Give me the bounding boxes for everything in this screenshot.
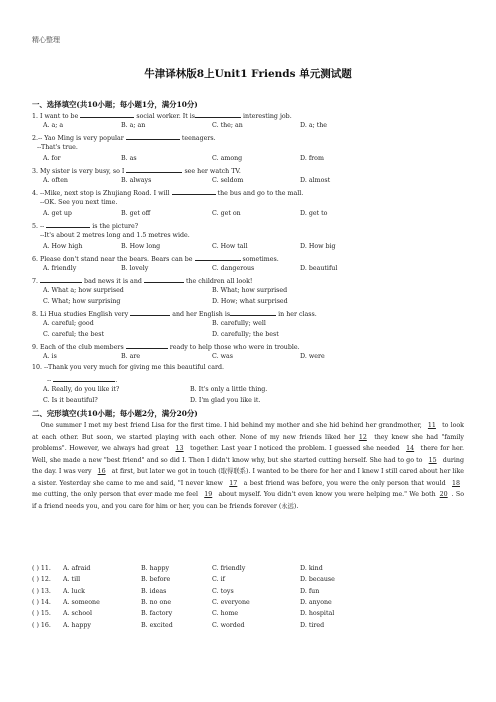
option: A. careful; good bbox=[43, 320, 94, 327]
passage-text: One summer I met my best friend Lisa for the first time. I hid behind my mother and she hid behind her grandmother, bbox=[40, 422, 424, 429]
option: A. a; a bbox=[43, 122, 64, 129]
passage-text: . So if a friend needs you, and you care for him or her, you can be friends forever (永远). bbox=[32, 491, 464, 510]
option: D. beautiful bbox=[300, 265, 338, 272]
question-response: --OK. See you next time. bbox=[40, 199, 118, 206]
option: C. friendly bbox=[212, 565, 246, 572]
cloze-question-number: ( ) 13. bbox=[32, 587, 51, 595]
option: B. before bbox=[141, 576, 171, 584]
page-header: 精心整理 bbox=[32, 36, 60, 44]
option: B. happy bbox=[141, 565, 170, 572]
option: A. How high bbox=[43, 243, 83, 250]
option: D. get to bbox=[300, 210, 328, 217]
option: A. friendly bbox=[43, 265, 77, 272]
passage-text: together. Last year I noticed the problem. I guessed she needed bbox=[187, 445, 403, 452]
cloze-question-number: ( ) 12. bbox=[32, 576, 51, 584]
cloze-blank-12: 12 bbox=[358, 433, 367, 441]
option: B. a; an bbox=[121, 122, 146, 129]
option: A. often bbox=[43, 177, 68, 184]
question-stem: 9. Each of the club members ready to help those who were in trouble. bbox=[32, 344, 300, 351]
question-stem: 4. --Mike, next stop is Zhujiang Road. I will the bus and go to the mall. bbox=[32, 190, 304, 197]
option: C. careful; the best bbox=[43, 331, 104, 338]
cloze-blank-16: 16 bbox=[97, 468, 106, 475]
option: D. I'm glad you like it. bbox=[190, 397, 261, 404]
cloze-question-number: ( ) 16. bbox=[32, 621, 51, 629]
passage-text: they knew she had "family problems". However, we always had great bbox=[32, 433, 464, 452]
option: C. get on bbox=[212, 210, 241, 217]
option: A. someone bbox=[63, 598, 100, 606]
cloze-blank-19: 19 bbox=[204, 491, 213, 498]
passage-text: to look at each other. But soon, we started playing with each other. None of my new friends liked her bbox=[32, 422, 464, 441]
option: A. get up bbox=[43, 210, 72, 217]
cloze-blank-17: 17 bbox=[229, 479, 238, 487]
option: C. dangerous bbox=[212, 265, 255, 272]
cloze-question-number: ( ) 11. bbox=[32, 565, 51, 572]
cloze-blank-14: 14 bbox=[406, 445, 415, 452]
option: C. home bbox=[212, 610, 239, 618]
option: B. ideas bbox=[141, 587, 167, 595]
cloze-blank-13: 13 bbox=[175, 445, 184, 452]
question-stem: 2.-- Yao Ming is very popular teenagers. bbox=[32, 135, 216, 142]
option: B. excited bbox=[141, 621, 173, 629]
option: A. till bbox=[63, 576, 81, 584]
cloze-blank-15: 15 bbox=[428, 456, 437, 464]
option: C. if bbox=[212, 576, 225, 584]
question-stem: 10. --Thank you very much for giving me this beautiful card. bbox=[32, 364, 225, 371]
question-stem: 7. bad news it is and the children all look! bbox=[32, 278, 253, 285]
question-response: -- . bbox=[47, 377, 118, 384]
passage-text: me cutting, the only person that ever made me feel bbox=[32, 491, 201, 498]
option: B. It's only a little thing. bbox=[190, 386, 268, 393]
option: D. How big bbox=[300, 243, 336, 250]
option: C. What; how surprising bbox=[43, 298, 121, 305]
question-stem: 1. I want to be social worker. It is interesting job. bbox=[32, 113, 292, 120]
option: D. fun bbox=[300, 587, 320, 595]
option: A. school bbox=[63, 610, 92, 618]
question-response: --It's about 2 metres long and 1.5 metres wide. bbox=[40, 232, 190, 239]
option: D. How; what surprised bbox=[212, 298, 288, 305]
option: A. afraid bbox=[63, 565, 91, 572]
option: A. for bbox=[43, 155, 61, 162]
option: C. How tall bbox=[212, 243, 248, 250]
option: C. among bbox=[212, 155, 243, 162]
cloze-question-number: ( ) 14. bbox=[32, 598, 51, 606]
passage-text: during the day. I was very bbox=[32, 456, 464, 475]
option: B. as bbox=[121, 155, 137, 162]
option: D. because bbox=[300, 576, 335, 584]
option: A. luck bbox=[63, 587, 85, 595]
question-stem: 5. -- is the picture? bbox=[32, 223, 139, 230]
question-stem: 6. Please don't stand near the bears. Bears can be sometimes. bbox=[32, 256, 279, 263]
option: D. kind bbox=[300, 565, 323, 572]
option: B. carefully; well bbox=[212, 320, 266, 327]
option: B. get off bbox=[121, 210, 151, 217]
option: D. carefully; the best bbox=[212, 331, 279, 338]
cloze-question-number: ( ) 15. bbox=[32, 610, 51, 618]
option: B. lovely bbox=[121, 265, 149, 272]
option: A. Really, do you like it? bbox=[43, 386, 120, 393]
passage-text: at first, but later we got in touch (取得联系). I wanted to be there for her and I knew I still cared about her like a sister. Yesterday she came to me and said, "I never knew bbox=[32, 468, 464, 487]
question-stem: 3. My sister is very busy, so I see her watch TV. bbox=[32, 168, 241, 175]
section-heading-cloze: 二、完形填空(共10小题；每小题2分，满分20分) bbox=[32, 409, 198, 418]
option: D. from bbox=[300, 155, 324, 162]
option: B. What; how surprised bbox=[212, 287, 288, 294]
option: A. is bbox=[43, 353, 57, 360]
cloze-blank-20: 20 bbox=[439, 491, 448, 498]
option: D. anyone bbox=[300, 598, 332, 606]
option: C. Is it beautiful? bbox=[43, 397, 98, 404]
option: B. How long bbox=[121, 243, 161, 250]
option: B. factory bbox=[141, 610, 173, 618]
option: A. happy bbox=[63, 621, 91, 629]
option: C. worded bbox=[212, 621, 245, 629]
question-response: --That's true. bbox=[37, 144, 78, 151]
option: D. were bbox=[300, 353, 325, 360]
passage-text: about myself. You didn't even know you were helping me." We both bbox=[216, 491, 436, 498]
question-stem: 8. Li Hua studies English very and her English is in her class. bbox=[32, 311, 317, 318]
option: D. a; the bbox=[300, 122, 328, 129]
option: B. no one bbox=[141, 598, 172, 606]
cloze-passage bbox=[32, 420, 464, 512]
option: C. seldom bbox=[212, 177, 244, 184]
option: D. tired bbox=[300, 621, 325, 629]
page-title: 牛津译林版8上Unit1 Friends 单元测试题 bbox=[144, 68, 352, 80]
cloze-blank-18: 18 bbox=[451, 479, 460, 487]
option: C. the; an bbox=[212, 122, 243, 129]
option: A. What a; how surprised bbox=[43, 287, 124, 294]
cloze-blank-11: 11 bbox=[427, 422, 436, 429]
option: C. everyone bbox=[212, 598, 250, 606]
passage-text: there for her. Well, she made a new "best friend" and so did I. Then I didn't know why, but she started cutting herself. She had to go to bbox=[32, 445, 464, 464]
option: D. almost bbox=[300, 177, 331, 184]
section-heading-multiple-choice: 一、选择填空(共10小题；每小题1分，满分10分) bbox=[32, 100, 198, 109]
option: B. are bbox=[121, 353, 141, 360]
option: C. toys bbox=[212, 587, 234, 595]
option: C. was bbox=[212, 353, 233, 360]
option: D. hospital bbox=[300, 610, 335, 618]
passage-text: a best friend was before, you were the only person that would bbox=[241, 479, 448, 487]
option: B. always bbox=[121, 177, 152, 184]
